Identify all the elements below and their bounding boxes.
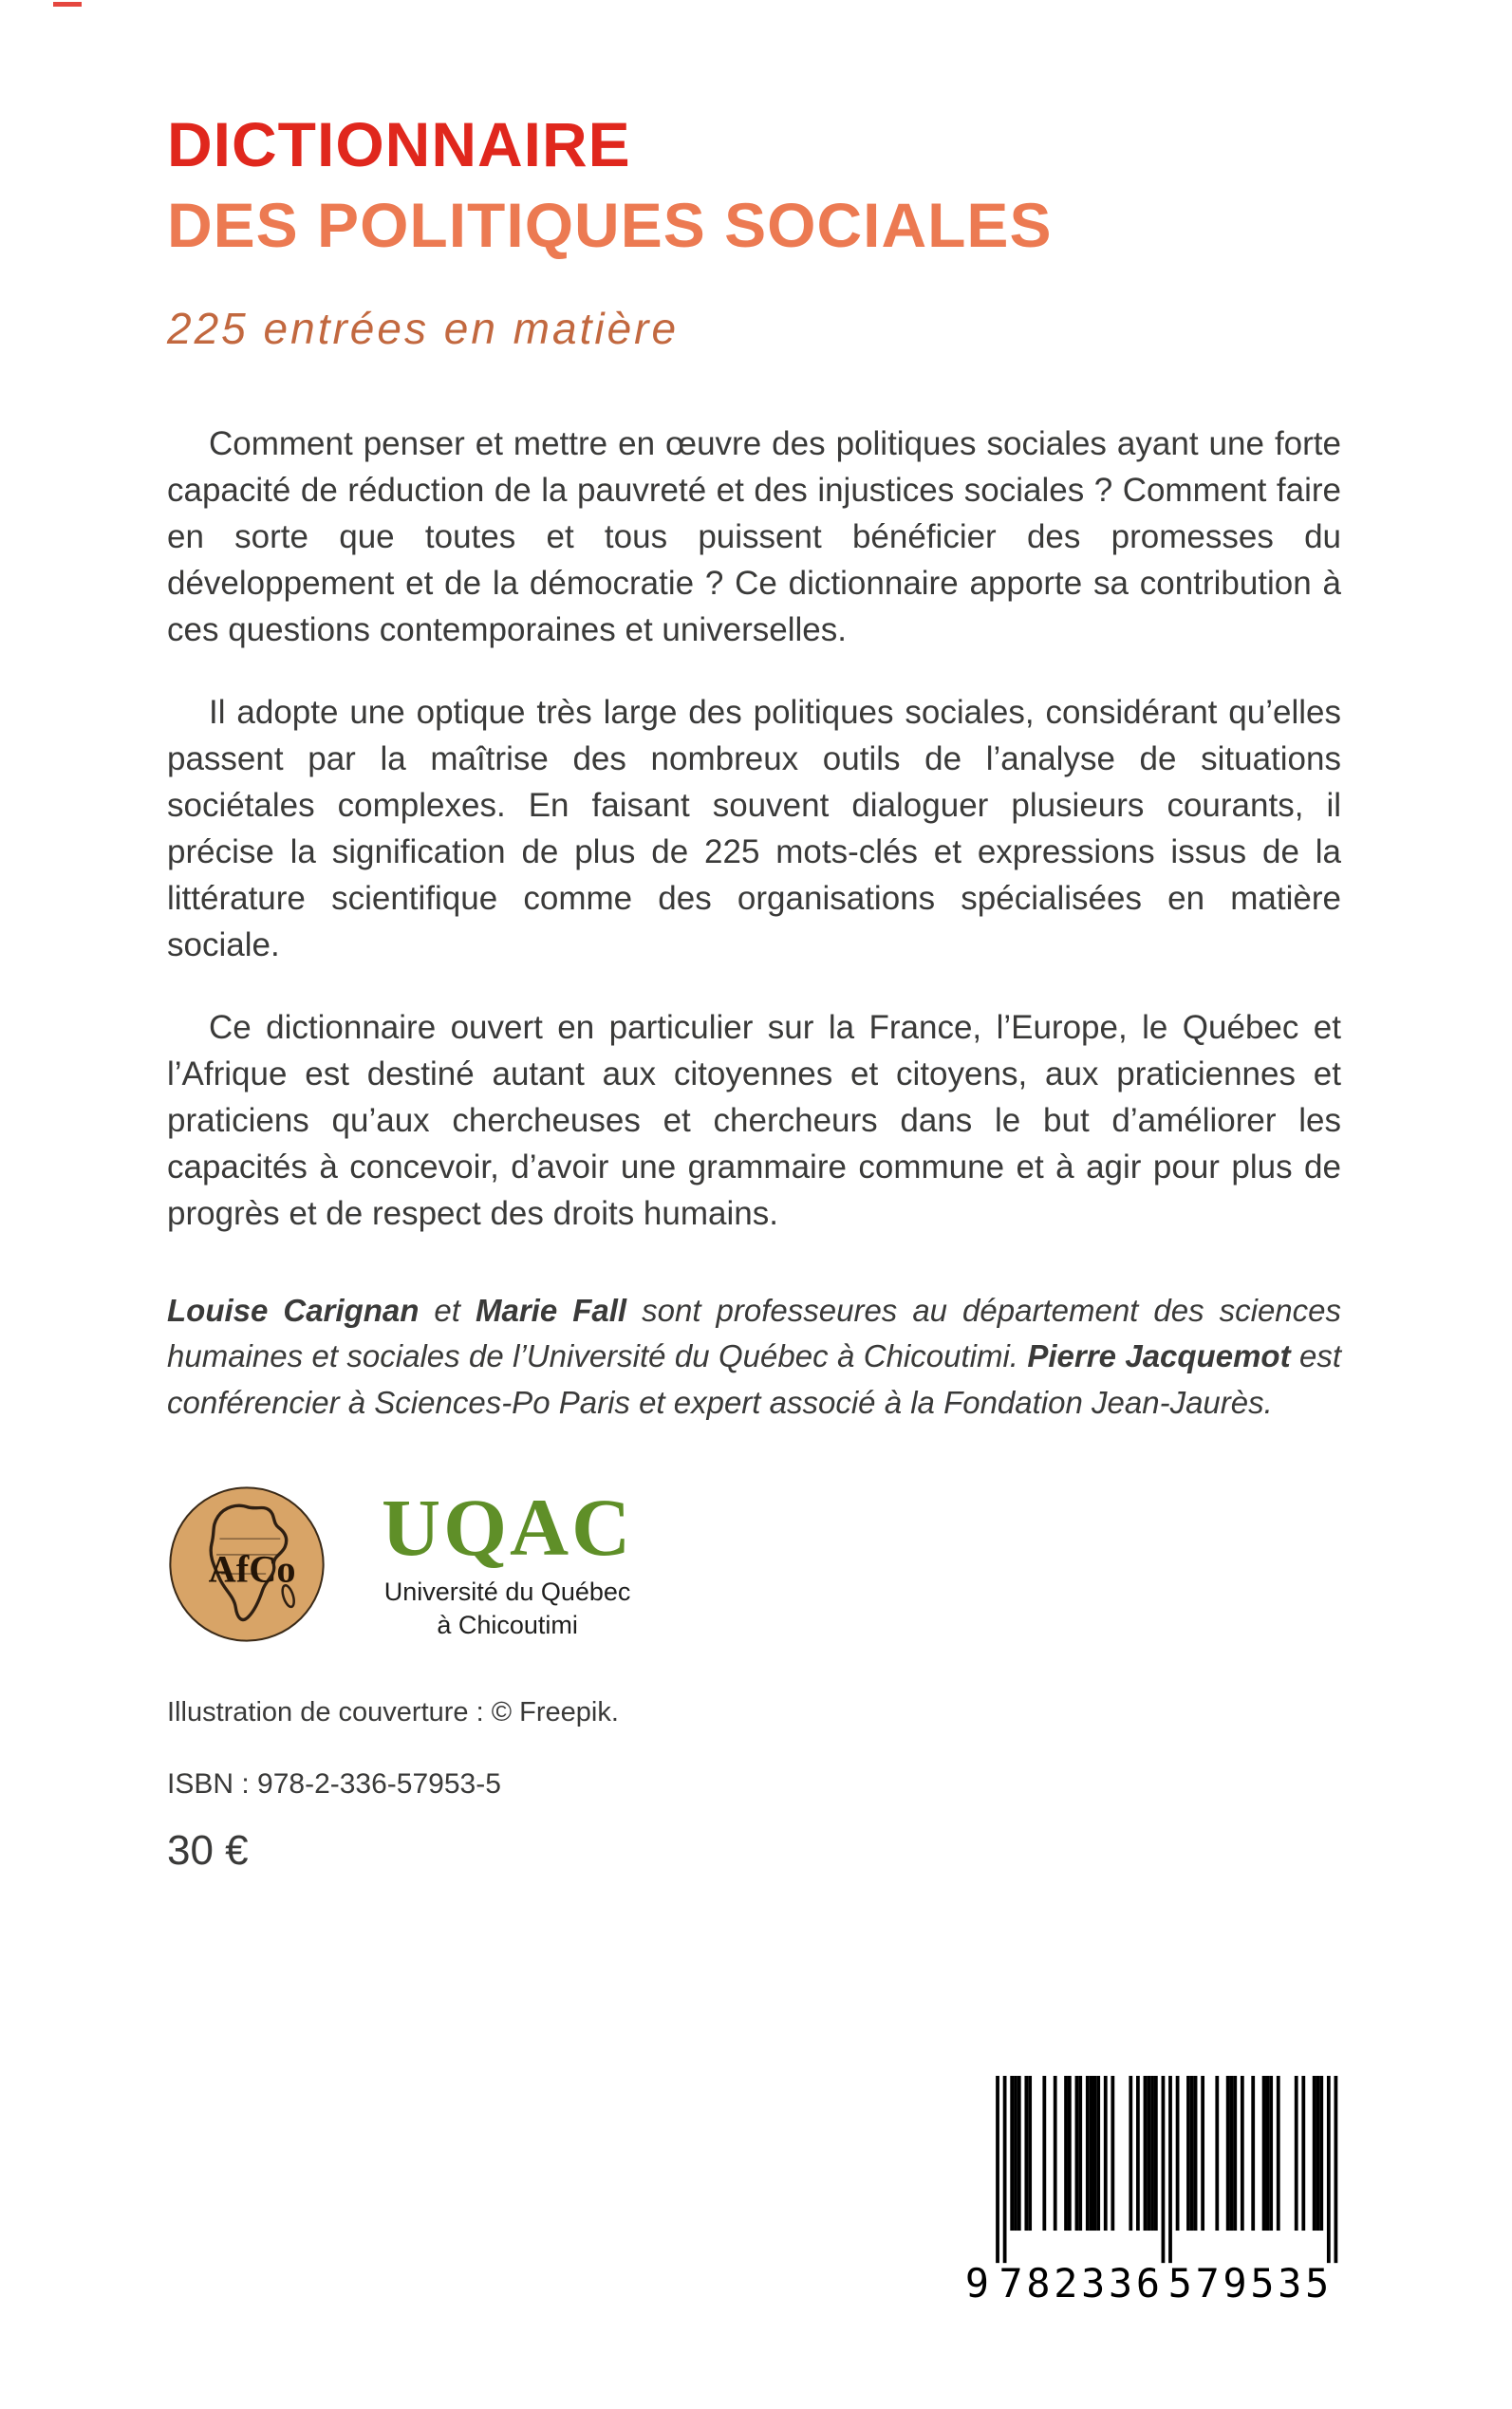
author-name: Pierre Jacquemot — [1027, 1338, 1291, 1374]
uqac-logo — [382, 1482, 634, 1642]
subtitle: 225 entrées en matière — [167, 303, 680, 353]
title-line-1: DICTIONNAIRE — [167, 109, 631, 179]
afco-label: AfCo — [208, 1547, 296, 1591]
barcode-digits: 579535 — [1167, 2260, 1334, 2303]
title-line-2: DES POLITIQUES SOCIALES — [167, 190, 1053, 261]
body-paragraph: Ce dictionnaire ouvert en particulier sur la France, l’Europe, le Québec et l’Afrique est destiné autant aux citoyennes et citoyens, aux praticiennes et praticiens qu’aux chercheuses et chercheurs dans le but d’améliorer les capacités à concevoir, d’avoir une grammaire commune et à agir pour plus de progrès et de respect des droits humains. — [167, 1008, 1341, 1232]
author-name: Marie Fall — [476, 1292, 627, 1328]
ean13-barcode — [963, 2076, 1343, 2303]
print-mark — [53, 2, 82, 7]
author-name: Louise Carignan — [167, 1292, 420, 1328]
illustration-credit: Illustration de couverture : © Freepik. — [167, 1697, 619, 1728]
uqac-caption — [384, 1576, 631, 1642]
afco-logo — [167, 1485, 327, 1644]
barcode-svg — [963, 2076, 1343, 2303]
price: 30 € — [167, 1827, 249, 1875]
uqac-caption-line2: à Chicoutimi — [437, 1611, 578, 1640]
barcode-digits: 782336 — [999, 2260, 1164, 2303]
isbn: ISBN : 978-2-336-57953-5 — [167, 1768, 501, 1801]
body-paragraph: Comment penser et mettre en œuvre des politiques sociales ayant une forte capacité de réduction de la pauvreté et des injustices sociales ? Comment faire en sorte que toutes et tous puissent bénéficier des promesses du développement et de la démocratie ? Ce dictionnaire apporte sa contribution à ces questions contemporaines et universelles. — [167, 424, 1341, 648]
bio-paragraph — [167, 1288, 1341, 1427]
body-paragraphs — [167, 420, 1341, 1237]
body-paragraph: Il adopte une optique très large des politiques sociales, considérant qu’elles passent par la maîtrise des nombreux outils de l’analyse de situations sociétales complexes. En faisant souvent dialoguer plusieurs courants, il précise la signification de plus de 225 mots-clés et expressions issus de la littérature scientifique comme des organisations spécialisées en matière sociale. — [167, 693, 1341, 963]
publisher-logos — [167, 1482, 1341, 1644]
uqac-wordmark: UQAC — [382, 1482, 634, 1573]
bio-text: est conférencier à Sciences-Po Paris et expert associé à la Fondation Jean-Jaurès. — [167, 1338, 1341, 1420]
bio-text: et — [419, 1292, 476, 1328]
uqac-caption-line1: Université du Québec — [383, 1578, 631, 1606]
barcode-digits: 9 — [964, 2260, 993, 2303]
bio-text: sont professeures au département des sciences humaines et sociales de l’Université du Québec à Chicoutimi. — [167, 1292, 1341, 1374]
